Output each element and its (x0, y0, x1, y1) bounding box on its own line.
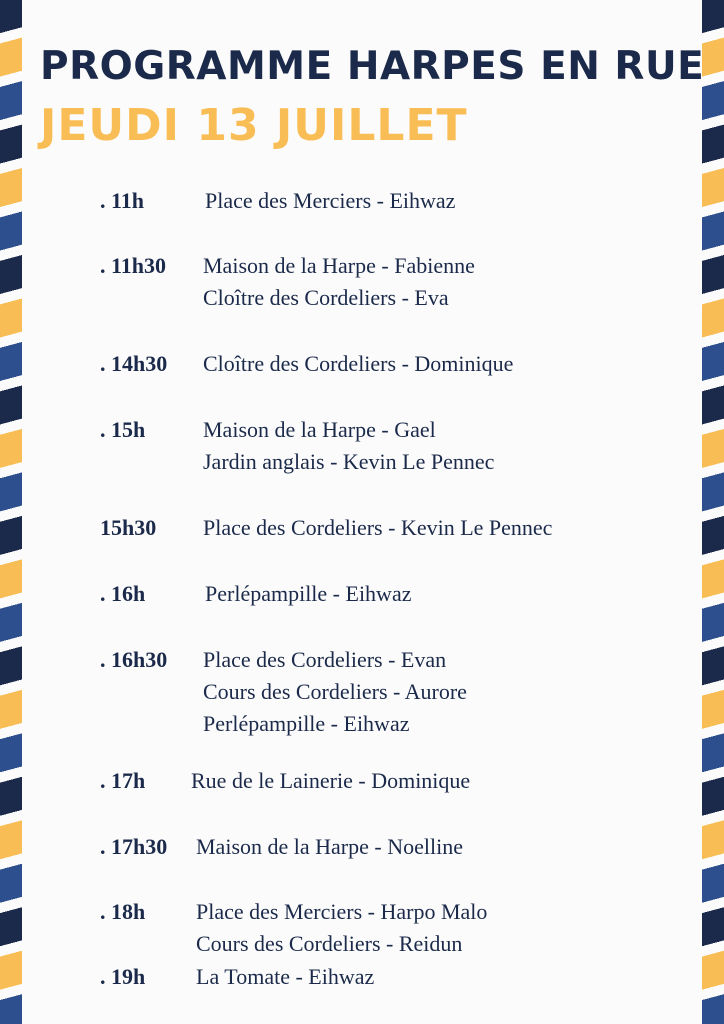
slot-act: Cloître des Cordeliers - Eva (203, 285, 449, 310)
slot-time: . 17h (100, 768, 146, 793)
slot-act: Jardin anglais - Kevin Le Pennec (203, 449, 495, 474)
slot-time: 15h30 (100, 515, 157, 540)
slot-act: Cloître des Cordeliers - Dominique (203, 351, 514, 376)
slot-time: . 19h (100, 964, 146, 989)
slot-time: . 18h (100, 899, 146, 924)
slot-time: . 16h (100, 581, 146, 606)
slot-act: Place des Cordeliers - Evan (203, 647, 447, 672)
slot-act: Perlépampille - Eihwaz (203, 711, 410, 736)
decorative-stripe-left (0, 0, 22, 1024)
slot-time: . 15h (100, 417, 146, 442)
slot-act: Maison de la Harpe - Gael (203, 417, 436, 442)
decorative-stripe-right (702, 0, 724, 1024)
slot-act: Perlépampille - Eihwaz (205, 581, 412, 606)
slot-act: Place des Merciers - Harpo Malo (196, 899, 488, 924)
slot-act: La Tomate - Eihwaz (196, 964, 375, 989)
slot-act: Place des Merciers - Eihwaz (205, 188, 456, 213)
slot-act: Cours des Cordeliers - Aurore (203, 679, 467, 704)
slot-time: . 11h30 (100, 253, 167, 278)
slot-act: Cours des Cordeliers - Reidun (196, 931, 463, 956)
slot-time: . 14h30 (100, 351, 168, 376)
slot-time: . 16h30 (100, 647, 168, 672)
slot-act: Place des Cordeliers - Kevin Le Pennec (203, 515, 553, 540)
slot-act: Maison de la Harpe - Noelline (196, 834, 463, 859)
event-date: JEUDI 13 JUILLET (40, 100, 468, 151)
page-title: PROGRAMME HARPES EN RUE (40, 44, 705, 89)
slot-time: . 11h (100, 188, 145, 213)
slot-time: . 17h30 (100, 834, 168, 859)
slot-act: Maison de la Harpe - Fabienne (203, 253, 475, 278)
slot-act: Rue de le Lainerie - Dominique (191, 768, 471, 793)
